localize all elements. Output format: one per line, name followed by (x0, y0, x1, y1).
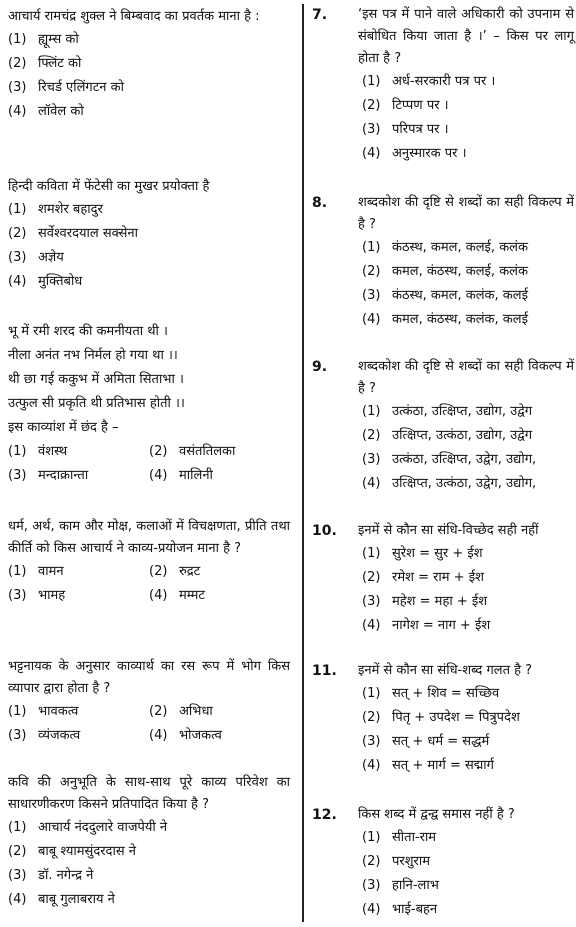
question-stem: ‘इस पत्र में पाने वाले अधिकारी को उपनाम से संबोधित किया जाता है ।’ – किस पर लागू होता है ? (358, 7, 574, 66)
poem-line: भू में रमी शरद की कमनीयता थी । (8, 324, 168, 339)
question-stem: धर्म, अर्थ, काम और मोक्ष, कलाओं में विचक्षणता, प्रीति तथा कीर्ति को किस आचार्य ने काव्य-प्रयोजन माना है ? (8, 519, 290, 556)
question-4 (8, 516, 290, 608)
option: (4) मुक्तिबोध (8, 274, 83, 289)
option-row (8, 584, 290, 608)
option: (2) सर्वेश्वरदयाल सक्सेना (8, 226, 139, 241)
option: (3) अज्ञेय (8, 250, 64, 265)
option: (2) टिप्पण पर । (362, 98, 449, 113)
question-3 (8, 320, 290, 488)
option: (1) अर्ध-सरकारी पत्र पर । (362, 74, 496, 89)
option: (4) अनुस्मारक पर । (362, 146, 467, 161)
option: (2) उत्क्षिप्त, उत्कंठा, उद्योग, उद्वेग (362, 428, 533, 443)
option: (1) ह्यूम्स को (8, 32, 79, 47)
option: (1) सीता-राम (362, 830, 437, 845)
option: (4) मम्मट (149, 588, 205, 603)
option: (3) रिचर्ड एलिंगटन को (8, 80, 124, 95)
option: (1) कंठस्थ, कमल, कलई, कलंक (362, 240, 528, 255)
question-8 (312, 192, 574, 332)
question-number: 7. (312, 7, 328, 23)
question-6 (8, 772, 290, 912)
option: (1) वामन (8, 564, 64, 579)
question-12 (312, 804, 574, 922)
question-number: 8. (312, 195, 328, 211)
option: (1) उत्कंठा, उत्क्षिप्त, उद्योग, उद्वेग (362, 404, 533, 419)
option: (1) शमशेर बहादुर (8, 202, 103, 217)
question-9 (312, 356, 574, 496)
option: (4) सत् + मार्ग = सद्मार्ग (362, 758, 494, 773)
question-stem: इस काव्यांश में छंद है – (8, 420, 119, 435)
option: (1) भावकत्व (8, 704, 79, 719)
question-stem: इनमें से कौन सा संधि-विच्छेद सही नहीं (358, 523, 539, 538)
option: (3) भामह (8, 588, 66, 603)
option-row (8, 560, 290, 584)
option: (3) परिपत्र पर । (362, 122, 449, 137)
column-divider (302, 4, 304, 922)
question-5 (8, 656, 290, 748)
option: (3) सत् + धर्म = सद्धर्म (362, 734, 490, 749)
question-number: 9. (312, 359, 328, 375)
option: (2) वसंततिलका (149, 444, 236, 459)
option: (4) बाबू गुलाबराय ने (8, 892, 115, 907)
option: (3) कंठस्थ, कमल, कलंक, कलई (362, 288, 528, 303)
option: (2) अभिधा (149, 704, 213, 719)
option-row (8, 440, 290, 464)
option: (2) परशुराम (362, 854, 430, 869)
option: (3) डॉ. नगेन्द्र ने (8, 868, 94, 883)
question-number: 10. (312, 523, 337, 539)
question-stem: कवि की अनुभूति के साथ-साथ पूरे काव्य परिवेश का साधारणीकरण किसने प्रतिपादित किया है ? (8, 775, 290, 812)
option: (4) नागेश = नाग + ईश (362, 618, 491, 633)
option: (3) मन्दाक्रान्ता (8, 468, 89, 483)
option: (2) रमेश = राम + ईश (362, 570, 484, 585)
question-10 (312, 520, 574, 638)
poem-line: थी छा गई ककुभ में अमिता सिताभा । (8, 372, 184, 387)
question-stem: इनमें से कौन सा संधि-शब्द गलत है ? (358, 663, 533, 678)
question-stem: किस शब्द में द्वन्द्व समास नहीं है ? (358, 807, 515, 822)
option: (3) हानि-लाभ (362, 878, 439, 893)
question-stem: शब्दकोश की दृष्टि से शब्दों का सही विकल्प में है ? (358, 195, 574, 232)
option: (1) आचार्य नंददुलारे वाजपेयी ने (8, 820, 168, 835)
question-1 (8, 6, 290, 124)
question-number: 11. (312, 663, 337, 679)
option: (3) व्यंजकत्व (8, 728, 81, 743)
option: (3) उत्कंठा, उत्क्षिप्त, उद्वेग, उद्योग, (362, 452, 537, 467)
option: (4) कमल, कंठस्थ, कलंक, कलई (362, 312, 528, 327)
option: (4) उत्क्षिप्त, उत्कंठा, उद्वेग, उद्योग, (362, 476, 537, 491)
option: (1) वंशस्थ (8, 444, 68, 459)
option: (2) फ्लिंट को (8, 56, 82, 71)
option-row (8, 700, 290, 724)
poem-line: उत्फुल सी प्रकृति थी प्रतिभास होती ।। (8, 396, 185, 411)
question-stem: हिन्दी कविता में फेंटेसी का मुखर प्रयोक्ता है (8, 179, 210, 194)
option-row (8, 724, 290, 748)
question-2 (8, 176, 290, 294)
question-stem: भट्टनायक के अनुसार काव्यार्थ का रस रूप में भोग किस व्यापार द्वारा होता है ? (8, 659, 290, 696)
option: (4) मालिनी (149, 468, 213, 483)
question-11 (312, 660, 574, 778)
option: (1) सत् + शिव = सच्छिव (362, 686, 500, 701)
option-row (8, 464, 290, 488)
option: (2) पितृ + उपदेश = पित्रुपदेश (362, 710, 520, 725)
option: (4) भोजकत्व (149, 728, 222, 743)
question-7 (312, 4, 574, 166)
option: (3) महेश = महा + ईश (362, 594, 488, 609)
question-stem: शब्दकोश की दृष्टि से शब्दों का सही विकल्प में है ? (358, 359, 574, 396)
poem-line: नीला अनंत नभ निर्मल हो गया था ।। (8, 348, 178, 363)
option: (2) रुद्रट (149, 564, 201, 579)
option: (2) कमल, कंठस्थ, कलई, कलंक (362, 264, 528, 279)
option: (1) सुरेश = सुर + ईश (362, 546, 483, 561)
option: (4) भाई-बहन (362, 902, 438, 917)
question-stem: आचार्य रामचंद्र शुक्ल ने बिम्बवाद का प्रवर्तक माना है : (8, 9, 260, 24)
option: (4) लॉवेल को (8, 104, 84, 119)
option: (2) बाबू श्यामसुंदरदास ने (8, 844, 136, 859)
question-number: 12. (312, 807, 337, 823)
